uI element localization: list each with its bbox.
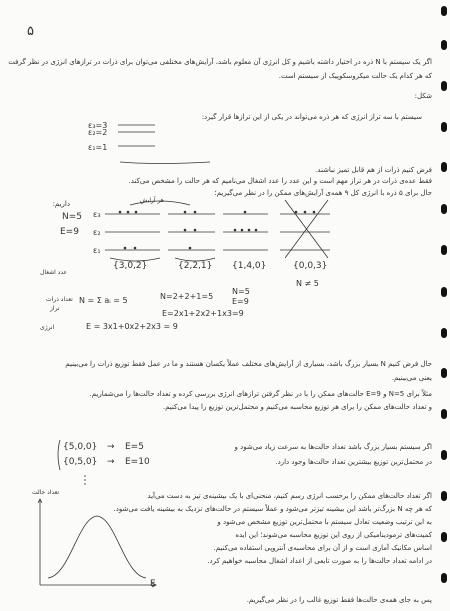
config-3: {1,4,0} [232, 261, 267, 271]
paragraph-b-1: حال فرض کنیم N بسیار بزرگ باشد، بسیاری از آرایش‌های مختلف عملاً یکسان هستند و ما در عمل فقط توزیع ذرات را می‌بینیم [65, 360, 432, 368]
energy-sum-note: انرژی [40, 324, 55, 331]
config-note: N ≠ 5 [296, 279, 319, 288]
paragraph-d-6: در ادامه تعداد حالت‌ها را به صورت تابعی از اعداد اشغال محاسبه خواهیم کرد. [207, 557, 432, 565]
paragraph-a-3: حال برای ۵ ذره با انرژی کل ۹ همه‌ی آرایش‌های ممکن را در نظر می‌گیریم؛ [214, 189, 432, 197]
paragraph-a-4: داریم: [52, 200, 70, 208]
paragraph-a-2: فقط عده‌ی ذرات در هر تراز مهم است و این عدد را عدد اشغال می‌نامیم که هر حالت را مشخص می‌کند. [128, 177, 432, 185]
n-sum-eq: N = Σ aᵢ = 5 [79, 296, 128, 305]
diagram-group-4 [280, 200, 330, 258]
n-eq: N=2+2+1=5 [160, 292, 214, 301]
dist-row-2-config: {0,5,0} [63, 457, 98, 467]
level-label-e2: ε₂=2 [88, 128, 108, 137]
level-label-e3: ε₃=3 [88, 121, 108, 130]
e-eq: E=2x1+2x2+1x3=9 [162, 309, 244, 318]
level-label-e1: ε₁=1 [88, 143, 108, 152]
paragraph-d-3: به این ترتیب وضعیت تعادل سیستم با محتمل‌ترین توزیع مشخص می‌شود و [217, 518, 432, 526]
dist-row-1-config: {5,0,0} [63, 442, 98, 452]
dist-row-1-arrow: → [107, 442, 115, 452]
page-number: ۵ [27, 24, 34, 39]
brace-1 [110, 258, 160, 261]
brace-2 [175, 258, 215, 261]
dist-row-2-arrow: → [107, 457, 115, 467]
paragraph-a-1: فرض کنیم ذرات از هم قابل تمیز نباشند. [315, 166, 432, 174]
diagram-level-e1: ε₁ [93, 246, 101, 255]
bell-curve-graph [38, 499, 156, 587]
e-first-eq: E = 3x1+0x2+2x3 = 9 [86, 322, 178, 331]
diagram-arrow [130, 201, 190, 205]
diagram-note: هر آرایش [140, 197, 164, 204]
dist-row-1-energy: E=5 [125, 442, 144, 452]
config-2: {2,2,1} [178, 261, 213, 271]
diagram-level-e2: ε₂ [93, 228, 101, 237]
dist-brace [58, 440, 60, 470]
levels-note: سیستم با سه تراز انرژی که هر ذره می‌تواند در یکی از این ترازها قرار گیرد: [201, 113, 422, 121]
occ-note-left-2: تعداد ذرات [46, 296, 73, 303]
graph-x-label: E [150, 579, 156, 589]
paragraph-b-4: و تعداد حالت‌های ممکن را برای هر توزیع محاسبه می‌کنیم و محتمل‌ترین توزیع را پیدا می‌کنیم. [162, 403, 432, 411]
paragraph-b-3: مثلاً برای N=5 و E=9 حالت‌های ممکن را با در نظر گرفتن ترازهای انرژی بررسی کرده و تعداد حالت‌ها را می‌شماریم. [89, 390, 432, 398]
diagram-group-2 [168, 211, 215, 250]
intro-line-2: که هر کدام یک حالت میکروسکوپیک از سیستم است. [278, 72, 432, 80]
n-eq-b: N=5 [232, 287, 250, 296]
param-n: N=5 [62, 212, 82, 222]
paragraph-d-1: اگر تعداد حالت‌های ممکن را برحسب انرژی رسم کنیم، منحنی‌ای با یک بیشینه‌ی تیز به دست می‌آید [147, 492, 432, 500]
param-e: E=9 [60, 227, 79, 237]
scribble-line [120, 162, 210, 164]
paragraph-c-1: اگر سیستم بسیار بزرگ باشد تعداد حالت‌ها به سرعت زیاد می‌شود و [234, 443, 432, 451]
paragraph-d-5: اساس مکانیک آماری است و از آن برای محاسبه‌ی آنتروپی استفاده می‌کنیم. [213, 544, 432, 552]
e-eq-b: E=9 [232, 297, 249, 306]
paragraph-c-2: در محتمل‌ترین توزیع بیشترین تعداد حالت‌ها وجود دارد. [275, 458, 432, 466]
config-1: {3,0,2} [113, 261, 148, 271]
diagram-group-1 [105, 211, 160, 250]
dist-row-2-energy: E=10 [125, 457, 150, 467]
diagram-group-3 [223, 211, 268, 250]
paragraph-d-4: کمیت‌های ترمودینامیکی از روی این توزیع محاسبه می‌شوند؛ این ایده [235, 531, 432, 539]
paragraph-b-2: یعنی می‌بینیم. [391, 374, 432, 382]
intro-line-1: اگر یک سیستم با N ذره در اختیار داشته باشیم و کل انرژی آن معلوم باشد، آرایش‌های مختلفی می‌توان برای ذرات در ترازهای انرژی در نظر گرفت [8, 58, 432, 66]
config-4: {0,0,3} [293, 261, 328, 271]
paragraph-d-2: که هر چه N بزرگ‌تر باشد این بیشینه تیزتر می‌شود و عملاً سیستم در حالت‌های نزدیک به بیشینه یافت می‌شود. [113, 505, 432, 513]
occ-note-left-3: تراز [50, 305, 60, 312]
paragraph-d-7: پس به جای همه‌ی حالت‌ها فقط توزیع غالب را در نظر می‌گیریم. [246, 596, 432, 604]
diagram-level-e3: ε₃ [93, 210, 101, 219]
graph-y-label: تعداد حالت [32, 489, 60, 496]
occ-note-left: عدد اشغال [40, 269, 68, 276]
intro-line-3: شکل: [414, 92, 432, 100]
bell-curve [48, 516, 146, 578]
